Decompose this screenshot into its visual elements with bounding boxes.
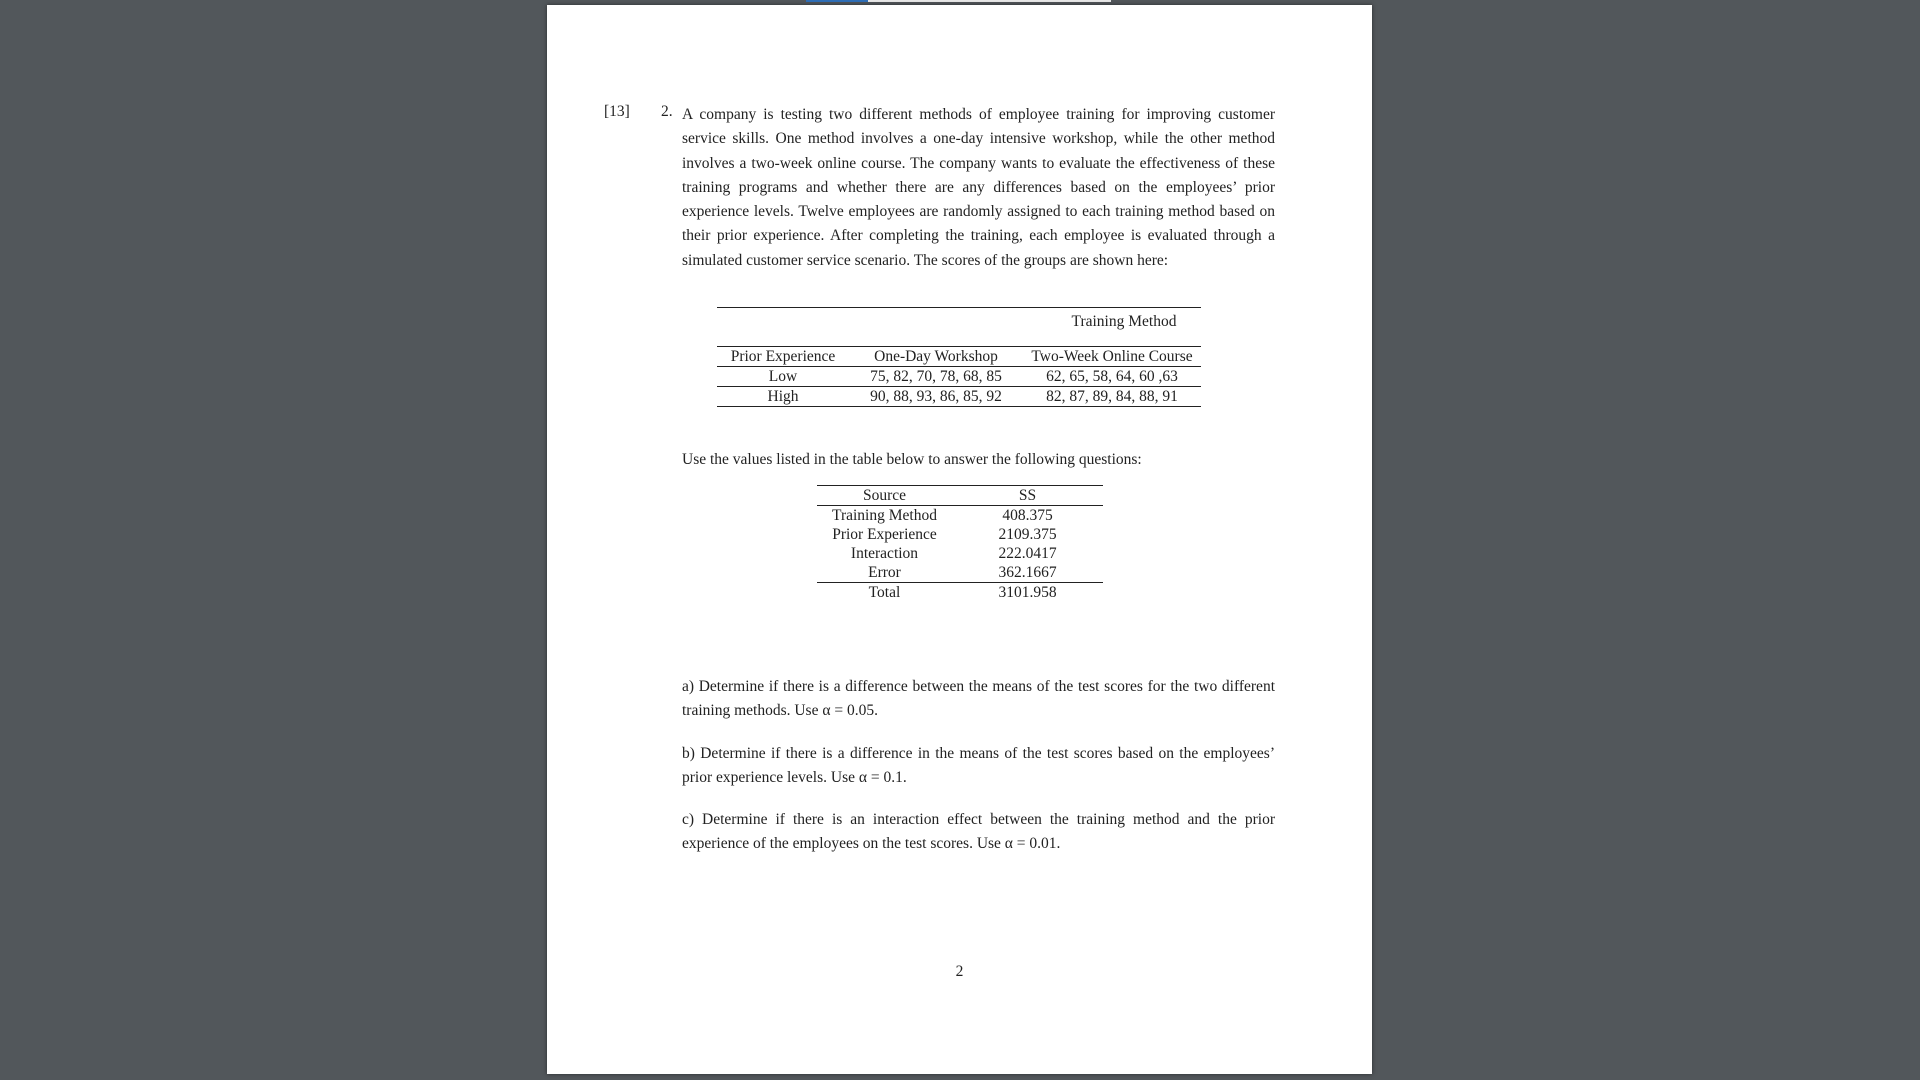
table-row — [817, 506, 1103, 526]
page-number: 2 — [955, 963, 964, 980]
column-header: SS — [1018, 487, 1037, 504]
table-cell: 75, 82, 70, 78, 68, 85 — [870, 368, 1002, 385]
table-cell: Error — [868, 564, 901, 581]
table-row — [817, 563, 1103, 583]
question-intro: A company is testing two different methods of employee training for improving customer service skills. One method involves a one-day intensive workshop, while the other method involves a two-week online course. The company wants to evaluate the effectiveness of these training programs and whether there are any differences based on the employees’ prior experience levels. Twelve employees are randomly assigned to each training method based on their prior experience. After completing the training, each employee is evaluated through a simulated customer service scenario. The scores of the groups are shown here: — [682, 106, 1275, 269]
question-part-b: b) Determine if there is a difference in the means of the test scores based on the employees’ prior experience levels. Use α = 0.1. — [682, 745, 1275, 787]
table-cell: Low — [768, 368, 798, 385]
column-header: Prior Experience — [730, 348, 836, 365]
table-cell: High — [767, 388, 799, 405]
column-header: One-Day Workshop — [874, 348, 998, 365]
question-number: 2. — [661, 103, 673, 120]
total-row — [817, 583, 1103, 603]
question-part-a: a) Determine if there is a difference between the means of the test scores for the two different training methods. Use α = 0.05. — [682, 678, 1275, 720]
column-header: Source — [862, 487, 907, 504]
scroll-thumb[interactable] — [806, 0, 868, 2]
table-cell: 90, 88, 93, 86, 85, 92 — [870, 388, 1002, 405]
table-cell: Prior Experience — [832, 526, 937, 543]
scores-table-header-row — [717, 347, 1201, 367]
ss-table-grid — [817, 485, 1103, 602]
scores-table-grid — [717, 346, 1201, 407]
table-cell: Total — [868, 584, 901, 601]
scores-table-group-header — [717, 307, 1201, 346]
document-page — [547, 5, 1372, 1074]
scores-table — [717, 307, 1201, 407]
table-row — [817, 544, 1103, 563]
ss-table-header-row — [817, 486, 1103, 506]
table-cell: 408.375 — [1002, 507, 1053, 524]
table-cell: Interaction — [850, 545, 919, 562]
table-instruction: Use the values listed in the table below to answer the following questions: — [682, 451, 1142, 468]
table-cell: 82, 87, 89, 84, 88, 91 — [1046, 388, 1178, 405]
table-row — [717, 367, 1201, 387]
table-cell: 362.1667 — [998, 564, 1057, 581]
question-marks: [13] — [604, 103, 630, 120]
question-part-c: c) Determine if there is an interaction effect between the training method and the prior experience of the employees on the test scores. Use α = 0.01. — [682, 811, 1275, 853]
table-cell: 222.0417 — [998, 545, 1057, 562]
table-row — [817, 525, 1103, 544]
ss-table — [817, 485, 1103, 602]
page-scroll-indicator[interactable] — [806, 0, 1111, 2]
table-cell: Training Method — [832, 507, 937, 524]
table-cell: 3101.958 — [998, 584, 1057, 601]
table-cell: 2109.375 — [998, 526, 1057, 543]
training-method-group-label: Training Method — [1071, 313, 1177, 330]
table-row — [717, 387, 1201, 407]
table-cell: 62, 65, 58, 64, 60 ,63 — [1046, 368, 1178, 385]
column-header: Two-Week Online Course — [1031, 348, 1193, 365]
